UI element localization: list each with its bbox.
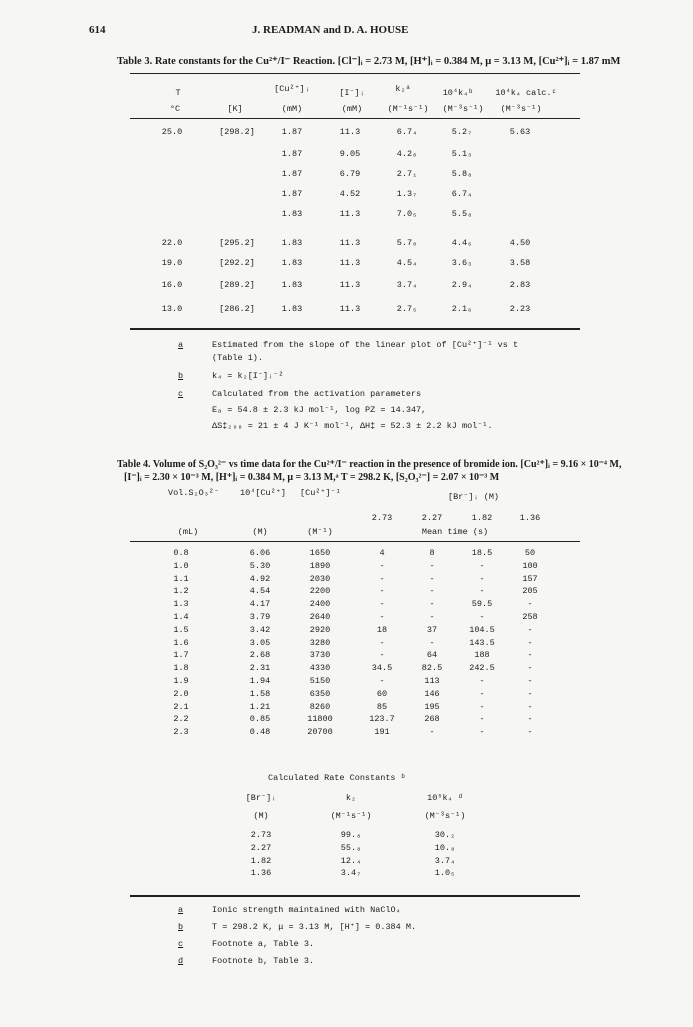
t3-fn-c-label: c: [178, 389, 184, 399]
t4-cell: 1.5: [173, 624, 189, 635]
t4-cell: -: [379, 612, 385, 622]
t4-cell: -: [527, 599, 533, 610]
t3-cell: 1.87: [281, 189, 303, 199]
t4-calc-head-k2: k₂: [345, 793, 357, 803]
t4-cell: 2400: [309, 599, 331, 610]
t3-cell: 3.6₃: [451, 258, 473, 268]
t3-cell: 13.0: [161, 304, 183, 314]
t4-cell: -: [379, 586, 385, 597]
t3-cell: 4.2₀: [396, 149, 418, 159]
t4-cell: 1650: [309, 548, 331, 558]
t4-cell: 64: [426, 650, 438, 661]
t4-cell: 242.5: [469, 663, 495, 674]
t3-col-cu: [Cu²⁺]ᵢ: [274, 84, 310, 94]
t4-calc-cell: 30.₂: [434, 830, 456, 840]
t3-fn-a-line2: (Table 1).: [212, 353, 264, 363]
t4-cell: -: [479, 701, 485, 712]
t3-cell: 11.3: [339, 127, 361, 137]
t3-cell: 2.1₆: [451, 304, 473, 314]
t4-cell: 205: [522, 586, 538, 597]
t4-cell: 258: [522, 612, 538, 622]
t4-cell: -: [527, 637, 533, 648]
t3-cell: 25.0: [161, 127, 183, 137]
t4-calc-cell: 3.4₇: [340, 868, 362, 879]
t4-cell: 113: [424, 676, 440, 686]
t4-head-cu: 10⁴[Cu²⁺]: [240, 488, 286, 498]
t4-cell: -: [429, 573, 435, 584]
t3-cell: 1.83: [281, 238, 303, 248]
t4-cell: 1.9: [173, 676, 189, 686]
t4-cell: -: [527, 688, 533, 699]
t4-cell: -: [527, 714, 533, 725]
t4-fn-c-text: Footnote a, Table 3.: [212, 939, 315, 949]
t4-br-2.73: 2.73: [371, 513, 393, 523]
t4-cell: 157: [522, 573, 538, 584]
t3-cell: 4.4₆: [451, 238, 473, 248]
t4-br-2.27: 2.27: [421, 513, 443, 523]
t4-calc-cell: 3.7₄: [434, 855, 456, 866]
t4-calc-unit-k4: (M⁻³s⁻¹): [424, 811, 466, 821]
t3-cell: 1.87: [281, 149, 303, 159]
t4-calc-cell: 1.82: [250, 855, 272, 866]
t4-fn-d-text: Footnote b, Table 3.: [212, 956, 315, 966]
t3-cell: 5.63: [509, 127, 531, 137]
t3-cell: 11.3: [339, 258, 361, 268]
t4-unit-M: (M): [252, 527, 268, 537]
t4-cell: 6.06: [249, 548, 271, 558]
t3-cell: 2.23: [509, 304, 531, 314]
t3-cell: [292.2]: [219, 258, 255, 268]
table3-caption: Table 3. Rate constants for the Cu²⁺/I⁻ Reaction. [Cl⁻]ᵢ = 2.73 M, [H⁺]ᵢ = 0.384 M, μ = 3.13 M, [Cu²⁺]ᵢ = 1.87 mM: [117, 56, 621, 67]
t4-cell: 0.48: [249, 727, 271, 738]
table4-bottom-rule: [130, 895, 580, 897]
t4-cell: -: [479, 676, 485, 686]
t3-col-k4: 10⁴k₄ᵇ: [442, 88, 474, 98]
t4-cell: 1.6: [173, 637, 189, 648]
t3-cell: 11.3: [339, 304, 361, 314]
t3-cell: 11.3: [339, 238, 361, 248]
t4-cell: -: [527, 624, 533, 635]
t4-unit-mL: (mL): [177, 527, 199, 537]
t4-cell: 146: [424, 688, 440, 699]
t4-unit-Minv: (M⁻¹): [307, 527, 333, 537]
t4-cell: 3.42: [249, 624, 271, 635]
t4-calc-cell: 1.0₅: [434, 868, 456, 879]
t4-calc-cell: 99.₈: [340, 830, 362, 840]
t4-cell: -: [527, 727, 533, 738]
t4-cell: -: [479, 727, 485, 738]
t3-cell: [286.2]: [219, 304, 255, 314]
t4-calc-cell: 12.₄: [340, 855, 362, 866]
t3-unit-k2: (M⁻¹s⁻¹): [387, 104, 429, 114]
t4-cell: 1.2: [173, 586, 189, 597]
t4-fn-b-label: b: [178, 922, 184, 932]
table4-header-rule: [130, 541, 580, 542]
t4-time-label: Mean time (s): [421, 527, 489, 537]
t4-cell: -: [379, 637, 385, 648]
t4-cell: -: [379, 650, 385, 661]
t3-cell: 5.8₈: [451, 169, 473, 179]
t3-cell: 4.50: [509, 238, 531, 248]
t4-calc-unit-br: (M): [253, 811, 269, 821]
t3-col-T: T: [175, 88, 181, 98]
t4-calc-head-br: [Br⁻]ᵢ: [245, 793, 277, 803]
t4-cell: 2.0: [173, 688, 189, 699]
t3-cell: 22.0: [161, 238, 183, 248]
t4-calc-cell: 10.₈: [434, 842, 456, 853]
t4-cell: -: [429, 637, 435, 648]
t4-cell: 11800: [307, 714, 333, 725]
t4-calc-cell: 2.27: [250, 842, 272, 853]
t3-fn-c-line3: ΔS‡₂₉₈ = 21 ± 4 J K⁻¹ mol⁻¹, ΔH‡ = 52.3 ± 2.2 kJ mol⁻¹.: [212, 421, 493, 431]
t4-cell: 2920: [309, 624, 331, 635]
t3-cell: 6.7₄: [451, 189, 473, 199]
t3-cell: 4.5₄: [396, 258, 418, 268]
t4-cell: 2640: [309, 612, 331, 622]
t4-calc-cell: 1.36: [250, 868, 272, 879]
t4-cell: -: [479, 560, 485, 571]
t4-cell: 4.92: [249, 573, 271, 584]
t3-cell: 3.58: [509, 258, 531, 268]
t3-cell: 16.0: [161, 280, 183, 290]
table4-caption-line1: Table 4. Volume of S₂O₃²⁻ vs time data for the Cu²⁺/I⁻ reaction in the presence of bromide ion. [Cu²⁺]ᵢ = 9.16 × 10⁻⁴ M,: [117, 459, 622, 470]
t4-cell: 268: [424, 714, 440, 725]
t4-cell: 50: [524, 548, 536, 558]
t3-unit-mM2: (mM): [341, 104, 363, 114]
t4-cell: 1.7: [173, 650, 189, 661]
t4-cell: 5.30: [249, 560, 271, 571]
t4-cell: 3730: [309, 650, 331, 661]
t4-cell: 4.17: [249, 599, 271, 610]
t4-cell: 18: [376, 624, 388, 635]
t4-cell: 1.1: [173, 573, 189, 584]
t4-cell: 188: [474, 650, 490, 661]
t3-cell: [289.2]: [219, 280, 255, 290]
t4-cell: -: [379, 676, 385, 686]
t3-fn-c-line2: Eₐ = 54.8 ± 2.3 kJ mol⁻¹, log PZ = 14.347,: [212, 405, 427, 415]
t3-cell: 6.79: [339, 169, 361, 179]
t3-cell: 9.05: [339, 149, 361, 159]
t4-cell: 85: [376, 701, 388, 712]
t4-cell: 8260: [309, 701, 331, 712]
t3-fn-b-line1: k₄ = k₂[I⁻]ᵢ⁻²: [212, 371, 284, 381]
t4-cell: -: [429, 586, 435, 597]
table3-top-rule: [130, 73, 580, 74]
t4-cell: 2.2: [173, 714, 189, 725]
t4-cell: -: [527, 676, 533, 686]
t3-unit-k4calc: (M⁻³s⁻¹): [500, 104, 542, 114]
t4-cell: 1.58: [249, 688, 271, 699]
t4-cell: 8: [429, 548, 435, 558]
t4-br-header: [Br⁻]ᵢ (M): [448, 492, 500, 502]
t3-fn-a-label: a: [178, 340, 184, 350]
t4-cell: 1.0: [173, 560, 189, 571]
t4-cell: -: [527, 663, 533, 674]
t3-cell: 6.7₄: [396, 127, 418, 137]
t3-unit-K: [K]: [227, 104, 243, 114]
t3-cell: 19.0: [161, 258, 183, 268]
t4-calc-head-k4: 10⁵k₄ ᵈ: [427, 793, 463, 803]
t4-cell: 1890: [309, 560, 331, 571]
t3-cell: 1.83: [281, 209, 303, 219]
t4-cell: 1.8: [173, 663, 189, 674]
t3-cell: 11.3: [339, 209, 361, 219]
t4-cell: 1.94: [249, 676, 271, 686]
t4-cell: 195: [424, 701, 440, 712]
t4-cell: 2.68: [249, 650, 271, 661]
t4-cell: 1.21: [249, 701, 271, 712]
t4-cell: 0.85: [249, 714, 271, 725]
t4-fn-a-text: Ionic strength maintained with NaClO₄: [212, 905, 401, 915]
table3-header-rule: [130, 118, 580, 119]
t4-fn-c-label: c: [178, 939, 184, 949]
t3-cell: 1.3₇: [396, 189, 418, 199]
t4-cell: -: [429, 599, 435, 610]
t4-cell: 123.7: [369, 714, 395, 725]
t4-cell: -: [379, 599, 385, 610]
t4-cell: -: [479, 688, 485, 699]
t4-cell: 1.3: [173, 599, 189, 610]
t4-br-1.36: 1.36: [519, 513, 541, 523]
t4-cell: 2.3: [173, 727, 189, 738]
t4-cell: -: [479, 586, 485, 597]
table4-caption-line2: [I⁻]ᵢ = 2.30 × 10⁻³ M, [H⁺]ᵢ = 0.384 M, μ = 3.13 M,ᵃ T = 298.2 K, [S₂O₃²⁻] = 2.07 × 10⁻³ M: [124, 472, 500, 483]
t3-unit-k4: (M⁻³s⁻¹): [442, 104, 484, 114]
page-number: 614: [89, 24, 106, 36]
t4-cell: 3280: [309, 637, 331, 648]
t4-cell: 60: [376, 688, 388, 699]
t4-cell: 2.31: [249, 663, 271, 674]
t3-cell: 4.52: [339, 189, 361, 199]
t3-cell: 2.7₅: [396, 304, 418, 314]
t4-fn-d-label: d: [178, 956, 184, 966]
t3-cell: 1.83: [281, 280, 303, 290]
t4-cell: 6350: [309, 688, 331, 699]
t3-col-i: [I⁻]ᵢ: [339, 88, 365, 98]
t3-cell: 1.87: [281, 127, 303, 137]
t3-unit-mM1: (mM): [281, 104, 303, 114]
t3-fn-a-line1: Estimated from the slope of the linear plot of [Cu²⁺]⁻¹ vs t: [212, 340, 519, 350]
t3-cell: 11.3: [339, 280, 361, 290]
t4-fn-b-text: T = 298.2 K, μ = 3.13 M, [H⁺] = 0.384 M.: [212, 922, 417, 932]
t4-cell: 82.5: [421, 663, 443, 674]
t3-cell: 2.9₄: [451, 280, 473, 290]
t4-cell: -: [527, 650, 533, 661]
t4-cell: -: [379, 573, 385, 584]
t4-cell: 37: [426, 624, 438, 635]
t4-cell: 1.4: [173, 612, 189, 622]
t4-cell: -: [379, 560, 385, 571]
t3-cell: 5.2₇: [451, 127, 473, 137]
t4-cell: 4330: [309, 663, 331, 674]
t4-cell: 4: [379, 548, 385, 558]
t4-calc-title: Calculated Rate Constants ᵇ: [268, 773, 406, 783]
t4-cell: 4.54: [249, 586, 271, 597]
table3-bottom-rule: [130, 328, 580, 330]
t4-cell: 59.5: [471, 599, 493, 610]
t3-cell: 1.83: [281, 304, 303, 314]
t4-cell: 5150: [309, 676, 331, 686]
running-title: J. READMAN and D. A. HOUSE: [252, 24, 409, 36]
t4-cell: -: [527, 701, 533, 712]
t3-cell: 1.87: [281, 169, 303, 179]
t4-cell: 34.5: [371, 663, 393, 674]
t4-cell: 3.05: [249, 637, 271, 648]
t3-cell: [298.2]: [219, 127, 255, 137]
t4-cell: 3.79: [249, 612, 271, 622]
t4-cell: 2.1: [173, 701, 189, 712]
t3-col-k2: k₂ᵃ: [395, 84, 411, 94]
t3-unit-C: °C: [169, 104, 181, 114]
t3-cell: 2.83: [509, 280, 531, 290]
t4-cell: 2200: [309, 586, 331, 597]
t4-cell: 2030: [309, 573, 331, 584]
t4-head-vol: Vol.S₂O₃²⁻: [168, 488, 220, 498]
t4-cell: 104.5: [469, 624, 495, 635]
t3-cell: 2.7₁: [396, 169, 418, 179]
t4-cell: -: [479, 714, 485, 725]
t4-calc-cell: 2.73: [250, 830, 272, 840]
t3-fn-c-line1: Calculated from the activation parameters: [212, 389, 422, 399]
t4-cell: 20700: [307, 727, 333, 738]
t4-cell: -: [429, 727, 435, 738]
t3-cell: 7.0₅: [396, 209, 418, 219]
t4-cell: -: [479, 573, 485, 584]
t4-cell: 18.5: [471, 548, 493, 558]
t3-col-k4calc: 10⁴k₄ calc.ᶜ: [495, 88, 557, 98]
t3-cell: 3.7₄: [396, 280, 418, 290]
t3-cell: 1.83: [281, 258, 303, 268]
t4-fn-a-label: a: [178, 905, 184, 915]
t4-head-cuinv: [Cu²⁺]⁻¹: [300, 488, 341, 498]
t3-cell: 5.1₃: [451, 149, 473, 159]
t3-fn-b-label: b: [178, 371, 184, 381]
t4-cell: 0.8: [173, 548, 189, 558]
t4-cell: 143.5: [469, 637, 495, 648]
t4-calc-cell: 55.₈: [340, 842, 362, 853]
t4-calc-unit-k2: (M⁻¹s⁻¹): [330, 811, 372, 821]
t4-cell: -: [429, 560, 435, 571]
t4-br-1.82: 1.82: [471, 513, 493, 523]
t3-cell: 5.5₈: [451, 209, 473, 219]
t4-cell: -: [429, 612, 435, 622]
t3-cell: [295.2]: [219, 238, 255, 248]
t3-cell: 5.7₀: [396, 238, 418, 248]
t4-cell: -: [479, 612, 485, 622]
t4-cell: 191: [374, 727, 390, 738]
t4-cell: 100: [522, 560, 538, 571]
